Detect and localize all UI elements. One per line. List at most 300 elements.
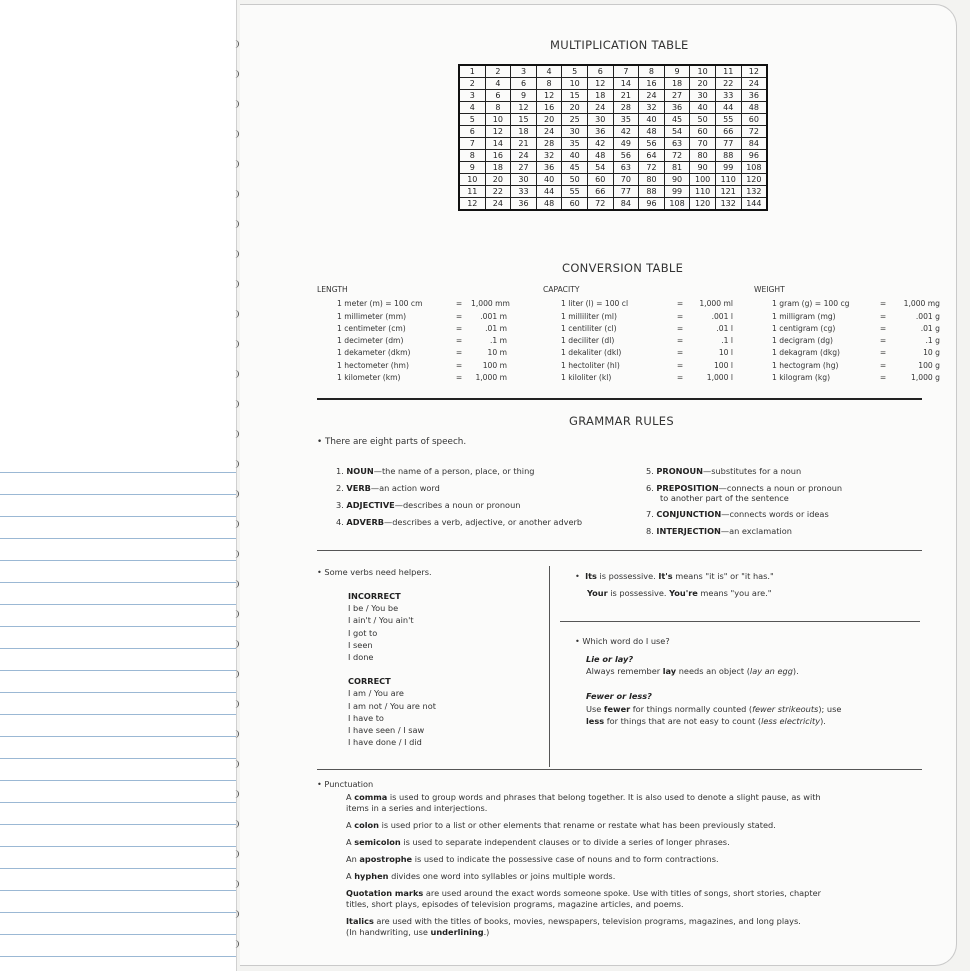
table-cell: 84 (613, 198, 639, 211)
spiral-hole (233, 490, 239, 498)
conversion-value: 100 g (918, 360, 940, 370)
table-cell: 120 (690, 198, 716, 211)
table-row (459, 174, 767, 186)
table-cell: 50 (690, 114, 716, 126)
table-cell: 40 (562, 150, 588, 162)
conversion-unit: 1 decimeter (dm) (337, 336, 404, 346)
table-cell: 12 (459, 198, 485, 211)
conversion-unit: 1 dekaliter (dkl) (561, 348, 622, 358)
conversion-value: .01 g (920, 323, 940, 333)
conversion-value: 1,000 ml (699, 299, 733, 309)
table-cell: 18 (511, 126, 537, 138)
table-cell: 110 (690, 186, 716, 198)
weight-column (754, 284, 940, 384)
spiral-hole (233, 760, 239, 768)
table-cell: 70 (613, 174, 639, 186)
table-cell: 96 (639, 198, 665, 211)
table-row (459, 102, 767, 114)
spiral-hole (233, 220, 239, 228)
table-cell: 2 (485, 65, 511, 78)
equals-sign: = (455, 336, 463, 346)
table-cell: 48 (639, 126, 665, 138)
conversion-row (561, 298, 733, 310)
conversion-value: 10 g (923, 348, 940, 358)
table-cell: 96 (741, 150, 767, 162)
table-cell: 4 (485, 78, 511, 90)
conversion-row (772, 335, 940, 347)
conversion-row (561, 347, 733, 359)
table-cell: 144 (741, 198, 767, 211)
conversion-row (561, 372, 733, 384)
table-row (459, 126, 767, 138)
correct-label: CORRECT (348, 676, 391, 687)
part-of-speech-item: 1. NOUN—the name of a person, place, or thing (336, 466, 535, 476)
equals-sign: = (879, 348, 887, 358)
table-cell: 30 (587, 114, 613, 126)
table-row (459, 186, 767, 198)
table-cell: 5 (459, 114, 485, 126)
table-cell: 132 (741, 186, 767, 198)
spiral-hole (233, 640, 239, 648)
punctuation-intro: • Punctuation (317, 779, 374, 789)
spiral-hole (233, 370, 239, 378)
table-cell: 42 (613, 126, 639, 138)
table-cell: 40 (690, 102, 716, 114)
table-cell: 56 (613, 150, 639, 162)
spiral-hole (233, 670, 239, 678)
length-label: LENGTH (317, 285, 348, 294)
conversion-value: .001 g (915, 311, 940, 321)
table-cell: 36 (664, 102, 690, 114)
conversion-unit: 1 milliliter (ml) (561, 311, 617, 321)
spiral-hole (233, 520, 239, 528)
grammar-divider (317, 550, 922, 551)
table-cell: 72 (664, 150, 690, 162)
table-cell: 50 (562, 174, 588, 186)
equals-sign: = (455, 360, 463, 370)
table-cell: 28 (536, 138, 562, 150)
table-cell: 81 (664, 162, 690, 174)
table-cell: 132 (715, 198, 741, 211)
table-cell: 15 (511, 114, 537, 126)
table-cell: 28 (613, 102, 639, 114)
conversion-unit: 1 kilometer (km) (337, 373, 401, 383)
spiral-hole (233, 550, 239, 558)
conversion-value: 1,000 mg (903, 299, 940, 309)
table-cell: 56 (639, 138, 665, 150)
table-row (459, 114, 767, 126)
table-cell: 42 (587, 138, 613, 150)
list-item: I got to (348, 627, 378, 638)
its-divider (560, 621, 920, 622)
table-cell: 5 (562, 65, 588, 78)
table-cell: 18 (587, 90, 613, 102)
table-cell: 60 (690, 126, 716, 138)
conversion-row (337, 335, 507, 347)
table-cell: 84 (741, 138, 767, 150)
conversion-value: .1 m (489, 336, 507, 346)
table-row (459, 150, 767, 162)
table-cell: 77 (715, 138, 741, 150)
part-of-speech-item: 2. VERB—an action word (336, 483, 440, 493)
table-cell: 110 (715, 174, 741, 186)
equals-sign: = (676, 323, 684, 333)
section-divider (317, 398, 922, 400)
conversion-value: 100 l (713, 360, 733, 370)
table-cell: 15 (562, 90, 588, 102)
table-cell: 20 (562, 102, 588, 114)
conversion-title: CONVERSION TABLE (562, 261, 684, 275)
conversion-value: .1 l (721, 336, 733, 346)
table-row (459, 162, 767, 174)
spiral-hole (233, 850, 239, 858)
table-cell: 99 (664, 186, 690, 198)
equals-sign: = (676, 360, 684, 370)
table-cell: 20 (690, 78, 716, 90)
table-cell: 48 (741, 102, 767, 114)
table-cell: 14 (613, 78, 639, 90)
punctuation-block: A comma is used to group words and phrases that belong together. It is also used to denote a slight pause, as with items in a series and interjections. A colon is used prior to a list or other elements that rename or restate what has been previously stated. A semicolon is used to separate independent clauses or to divide a series of longer phrases. An apostrophe is used to indicate the possessive case of nouns and to form contractions. A hyphen divides one word into syllables or joins multiple words. Quotation marks are used around the exact words someone spoke. Use with titles of songs, short stories, chapter titles, short plays, episodes of television programs, magazine articles, and poems. Italics are used with the titles of books, movies, newspapers, television programs, magazines, and long plays. (In handwriting, use underlining.) (346, 792, 821, 937)
list-item: I seen (348, 639, 373, 650)
table-cell: 40 (536, 174, 562, 186)
table-row (459, 65, 767, 78)
spiral-hole (233, 250, 239, 258)
parts-intro: • There are eight parts of speech. (317, 437, 467, 447)
table-row (459, 198, 767, 211)
spiral-hole (233, 40, 239, 48)
equals-sign: = (455, 323, 463, 333)
table-cell: 22 (715, 78, 741, 90)
table-cell: 3 (511, 65, 537, 78)
conversion-row (337, 347, 507, 359)
table-cell: 16 (639, 78, 665, 90)
table-cell: 24 (485, 198, 511, 211)
list-item: I be / You be (348, 603, 399, 614)
table-cell: 30 (562, 126, 588, 138)
conversion-value: .01 m (485, 323, 507, 333)
conversion-value: .001 m (480, 311, 507, 321)
table-cell: 55 (715, 114, 741, 126)
list-item: I have to (348, 712, 384, 723)
table-cell: 88 (715, 150, 741, 162)
table-cell: 88 (639, 186, 665, 198)
spiral-hole (233, 730, 239, 738)
table-cell: 7 (613, 65, 639, 78)
table-cell: 66 (715, 126, 741, 138)
table-cell: 60 (741, 114, 767, 126)
conversion-value: 10 l (718, 348, 733, 358)
table-cell: 9 (664, 65, 690, 78)
table-cell: 24 (587, 102, 613, 114)
conversion-unit: 1 centiliter (cl) (561, 323, 617, 333)
table-cell: 9 (511, 90, 537, 102)
conversion-unit: 1 kilogram (kg) (772, 373, 831, 383)
punctuation-divider (317, 769, 922, 770)
conversion-value: 1,000 l (706, 373, 733, 383)
equals-sign: = (455, 348, 463, 358)
table-row (459, 90, 767, 102)
your-rule: Your is possessive. You're means "you are." (587, 588, 772, 598)
spiral-hole (233, 580, 239, 588)
table-cell: 12 (587, 78, 613, 90)
incorrect-label: INCORRECT (348, 591, 401, 601)
table-cell: 49 (613, 138, 639, 150)
helpers-intro: • Some verbs need helpers. (317, 567, 432, 577)
ruled-lines (0, 455, 236, 971)
grammar-title: GRAMMAR RULES (569, 414, 674, 428)
conversion-value: 100 m (482, 360, 507, 370)
table-cell: 18 (664, 78, 690, 90)
list-item: I am / You are (348, 688, 404, 699)
spiral-binding (232, 0, 240, 971)
conversion-unit: 1 kiloliter (kl) (561, 373, 612, 383)
table-cell: 108 (664, 198, 690, 211)
conversion-unit: 1 hectometer (hm) (337, 360, 409, 370)
spiral-hole (233, 880, 239, 888)
spiral-hole (233, 610, 239, 618)
table-cell: 63 (664, 138, 690, 150)
spiral-hole (233, 190, 239, 198)
equals-sign: = (455, 373, 463, 383)
list-item: I have seen / I saw (348, 725, 425, 736)
multiplication-table (458, 64, 768, 211)
conversion-row (772, 360, 940, 372)
table-cell: 44 (715, 102, 741, 114)
conversion-unit: 1 hectoliter (hl) (561, 360, 620, 370)
conversion-row (561, 311, 733, 323)
spiral-hole (233, 940, 239, 948)
table-cell: 4 (536, 65, 562, 78)
table-row (459, 138, 767, 150)
table-cell: 48 (536, 198, 562, 211)
reference-page (240, 4, 957, 966)
equals-sign: = (676, 348, 684, 358)
equals-sign: = (879, 373, 887, 383)
table-cell: 20 (536, 114, 562, 126)
table-cell: 70 (690, 138, 716, 150)
conversion-unit: 1 centimeter (cm) (337, 323, 406, 333)
table-cell: 6 (587, 65, 613, 78)
list-item: I am not / You are not (348, 700, 436, 711)
table-cell: 21 (613, 90, 639, 102)
table-cell: 35 (562, 138, 588, 150)
spiral-hole (233, 160, 239, 168)
table-cell: 27 (664, 90, 690, 102)
spiral-hole (233, 910, 239, 918)
helpers-block (348, 590, 436, 748)
table-cell: 63 (613, 162, 639, 174)
weight-label: WEIGHT (754, 285, 785, 294)
table-cell: 108 (741, 162, 767, 174)
part-of-speech-item: 8. INTERJECTION—an exclamation (646, 526, 792, 536)
conversion-unit: 1 dekagram (dkg) (772, 348, 841, 358)
table-cell: 30 (690, 90, 716, 102)
spiral-hole (233, 700, 239, 708)
equals-sign: = (879, 311, 887, 321)
table-cell: 24 (741, 78, 767, 90)
equals-sign: = (455, 311, 463, 321)
table-cell: 99 (715, 162, 741, 174)
column-divider (549, 566, 550, 767)
table-cell: 10 (690, 65, 716, 78)
conversion-row (337, 360, 507, 372)
capacity-label: CAPACITY (543, 285, 580, 294)
table-cell: 25 (562, 114, 588, 126)
conversion-value: 1,000 m (475, 373, 507, 383)
equals-sign: = (455, 299, 463, 309)
spiral-hole (233, 130, 239, 138)
table-cell: 10 (485, 114, 511, 126)
table-cell: 32 (639, 102, 665, 114)
part-of-speech-item: 7. CONJUNCTION—connects words or ideas (646, 509, 829, 519)
table-cell: 72 (587, 198, 613, 211)
equals-sign: = (676, 311, 684, 321)
conversion-row (561, 335, 733, 347)
table-cell: 8 (536, 78, 562, 90)
conversion-row (772, 323, 940, 335)
conversion-unit: 1 liter (l) = 100 cl (561, 299, 629, 309)
table-cell: 35 (613, 114, 639, 126)
equals-sign: = (676, 336, 684, 346)
conversion-unit: 1 millimeter (mm) (337, 311, 407, 321)
table-cell: 10 (459, 174, 485, 186)
conversion-row (561, 360, 733, 372)
table-cell: 12 (536, 90, 562, 102)
table-cell: 22 (485, 186, 511, 198)
table-cell: 1 (459, 65, 485, 78)
which-block: Lie or lay? Always remember lay needs an object (lay an egg). Fewer or less? Use fewer for things normally counted (fewer strikeouts); use less for things that are not easy to count (less electricity). (586, 654, 842, 726)
conversion-unit: 1 meter (m) = 100 cm (337, 299, 423, 309)
table-cell: 40 (639, 114, 665, 126)
table-cell: 80 (690, 150, 716, 162)
conversion-row (337, 298, 510, 310)
equals-sign: = (879, 323, 887, 333)
parts-list-left (336, 466, 636, 534)
table-cell: 72 (639, 162, 665, 174)
table-cell: 8 (639, 65, 665, 78)
table-cell: 6 (459, 126, 485, 138)
conversion-value: .1 g (925, 336, 940, 346)
conversion-row (772, 311, 940, 323)
table-cell: 36 (741, 90, 767, 102)
conversion-value: .001 l (711, 311, 733, 321)
part-of-speech-item: 3. ADJECTIVE—describes a noun or pronoun (336, 500, 521, 510)
table-cell: 6 (511, 78, 537, 90)
conversion-unit: 1 decigram (dg) (772, 336, 833, 346)
conversion-row (772, 347, 940, 359)
list-item: I have done / I did (348, 737, 422, 748)
table-cell: 3 (459, 90, 485, 102)
equals-sign: = (676, 373, 684, 383)
length-column (317, 284, 510, 384)
table-cell: 32 (536, 150, 562, 162)
conversion-row (561, 323, 733, 335)
table-cell: 44 (536, 186, 562, 198)
conversion-value: 10 m (487, 348, 507, 358)
spiral-hole (233, 430, 239, 438)
equals-sign: = (879, 360, 887, 370)
conversion-unit: 1 dekameter (dkm) (337, 348, 411, 358)
table-cell: 36 (587, 126, 613, 138)
conversion-unit: 1 hectogram (hg) (772, 360, 839, 370)
table-cell: 36 (536, 162, 562, 174)
conversion-row (337, 311, 507, 323)
part-of-speech-item: 5. PRONOUN—substitutes for a noun (646, 466, 802, 476)
conversion-row (772, 298, 940, 310)
conversion-row (337, 372, 507, 384)
conversion-unit: 1 gram (g) = 100 cg (772, 299, 850, 309)
table-cell: 55 (562, 186, 588, 198)
table-cell: 90 (690, 162, 716, 174)
table-cell: 8 (485, 102, 511, 114)
table-cell: 9 (459, 162, 485, 174)
table-cell: 33 (715, 90, 741, 102)
table-cell: 121 (715, 186, 741, 198)
table-cell: 54 (664, 126, 690, 138)
table-cell: 30 (511, 174, 537, 186)
conversion-value: 1,000 mm (471, 299, 510, 309)
table-cell: 12 (511, 102, 537, 114)
table-cell: 7 (459, 138, 485, 150)
table-cell: 8 (459, 150, 485, 162)
conversion-value: 1,000 g (911, 373, 940, 383)
its-rule: • Its is possessive. It's means "it is" or "it has." (575, 571, 774, 581)
table-cell: 27 (511, 162, 537, 174)
table-cell: 11 (459, 186, 485, 198)
table-cell: 11 (715, 65, 741, 78)
spiral-hole (233, 400, 239, 408)
parts-list-right (646, 466, 926, 543)
conversion-unit: 1 centigram (cg) (772, 323, 836, 333)
table-cell: 60 (562, 198, 588, 211)
conversion-unit: 1 milligram (mg) (772, 311, 836, 321)
spiral-hole (233, 310, 239, 318)
table-cell: 33 (511, 186, 537, 198)
conversion-value: .01 l (716, 323, 733, 333)
table-cell: 90 (664, 174, 690, 186)
multiplication-title: MULTIPLICATION TABLE (550, 38, 689, 52)
table-cell: 18 (485, 162, 511, 174)
table-cell: 36 (511, 198, 537, 211)
table-cell: 77 (613, 186, 639, 198)
table-cell: 20 (485, 174, 511, 186)
capacity-column (543, 284, 733, 384)
table-cell: 4 (459, 102, 485, 114)
left-notebook-page (0, 0, 237, 971)
table-cell: 54 (587, 162, 613, 174)
list-item: I ain't / You ain't (348, 615, 414, 626)
table-cell: 72 (741, 126, 767, 138)
conversion-unit: 1 deciliter (dl) (561, 336, 615, 346)
table-cell: 80 (639, 174, 665, 186)
table-cell: 2 (459, 78, 485, 90)
conversion-row (772, 372, 940, 384)
table-cell: 48 (587, 150, 613, 162)
spiral-hole (233, 70, 239, 78)
spiral-hole (233, 460, 239, 468)
spiral-hole (233, 790, 239, 798)
table-row (459, 78, 767, 90)
table-cell: 10 (562, 78, 588, 90)
spiral-hole (233, 280, 239, 288)
table-cell: 66 (587, 186, 613, 198)
table-cell: 24 (511, 150, 537, 162)
list-item: I done (348, 652, 374, 663)
table-cell: 60 (587, 174, 613, 186)
part-of-speech-item: 4. ADVERB—describes a verb, adjective, or another adverb (336, 517, 583, 527)
equals-sign: = (879, 336, 887, 346)
spiral-hole (233, 820, 239, 828)
